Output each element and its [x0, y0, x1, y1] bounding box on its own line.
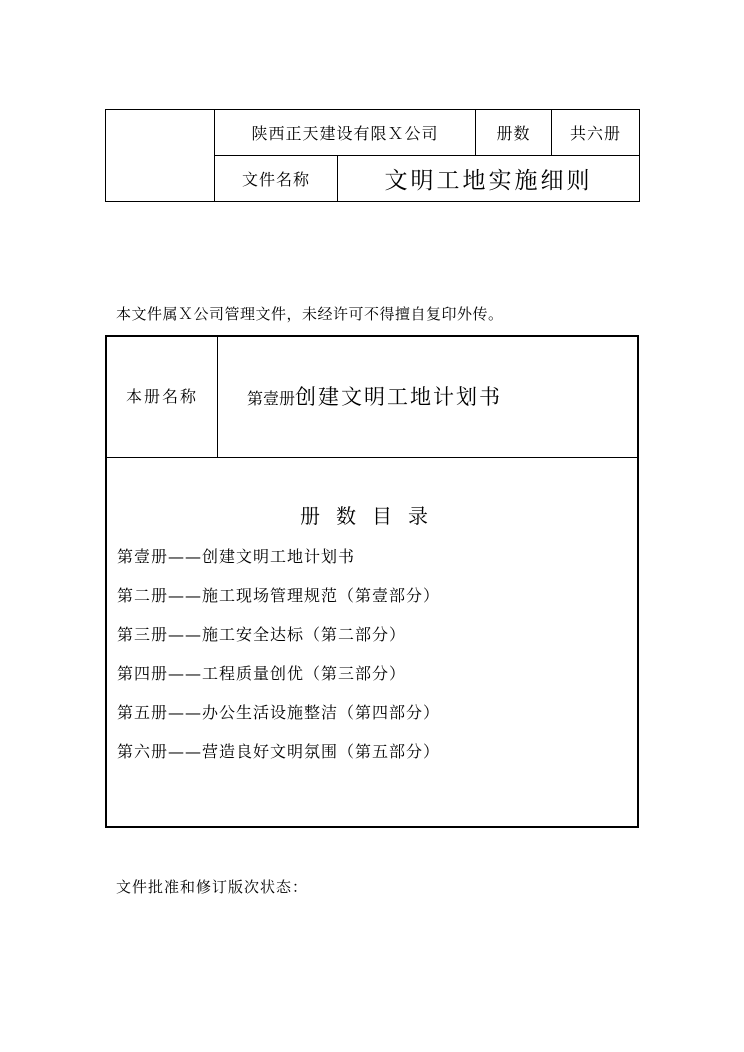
toc-item: 第二册——施工现场管理规范（第壹部分）: [117, 586, 441, 605]
toc-item: 第壹册——创建文明工地计划书: [117, 547, 356, 566]
company-name: 陕西正天建设有限Ｘ公司: [215, 110, 476, 156]
file-name-value: 文明工地实施细则: [338, 156, 640, 202]
booklet-name-prefix: 第壹册: [247, 389, 296, 408]
file-name-label: 文件名称: [215, 156, 338, 202]
column-divider: [217, 337, 218, 457]
toc-title: 册数目录: [300, 504, 444, 528]
booklet-box: [105, 335, 639, 828]
header-table: [105, 109, 640, 202]
booklet-name-title: 创建文明工地计划书: [295, 385, 503, 409]
confidentiality-notice: 本文件属Ｘ公司管理文件，未经许可不得擅自复印外传。: [116, 305, 504, 323]
volumes-value: 共六册: [552, 110, 640, 156]
logo-cell: [106, 110, 215, 202]
approval-status-label: 文件批准和修订版次状态：: [116, 878, 309, 896]
booklet-name-row: [107, 337, 637, 458]
toc-item: 第三册——施工安全达标（第二部分）: [117, 625, 407, 644]
booklet-name-label: 本册名称: [125, 387, 198, 406]
booklet-name-value: [247, 337, 502, 457]
toc-item: 第六册——营造良好文明氛围（第五部分）: [117, 742, 441, 761]
toc-list: [117, 537, 440, 771]
toc-item: 第五册——办公生活设施整洁（第四部分）: [117, 703, 441, 722]
toc-item: 第四册——工程质量创优（第三部分）: [117, 664, 407, 683]
volumes-label: 册数: [476, 110, 552, 156]
